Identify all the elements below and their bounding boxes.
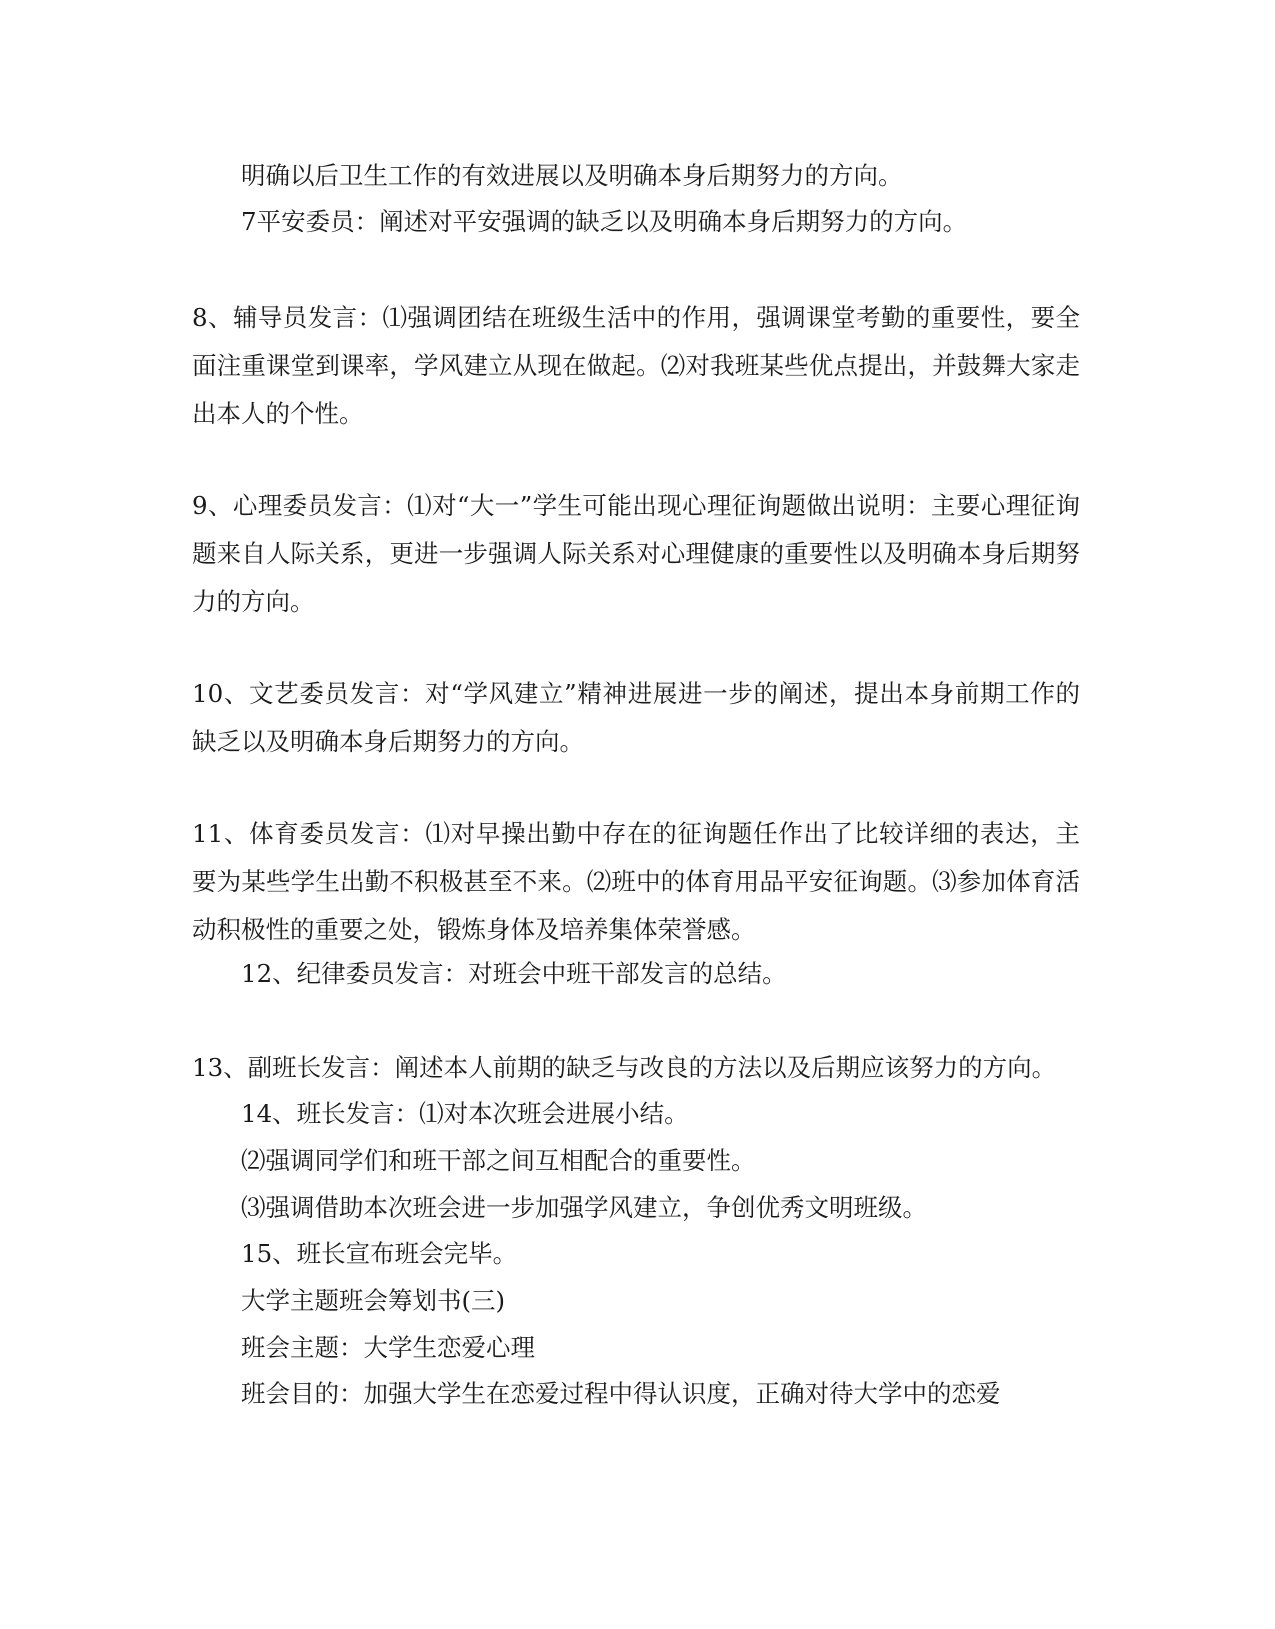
paragraph-monitor-point-2: ⑵强调同学们和班干部之间互相配合的重要性。 bbox=[241, 1146, 756, 1175]
paragraph-hygiene-continuation: 明确以后卫生工作的有效进展以及明确本身后期努力的方向。 bbox=[241, 161, 903, 190]
paragraph-meeting-theme: 班会主题：大学生恋爱心理 bbox=[241, 1333, 535, 1362]
paragraph-monitor-speech: 14、班长发言：⑴对本次班会进展小结。 bbox=[241, 1099, 689, 1128]
paragraph-sports-officer: 11、体育委员发言：⑴对早操出勤中存在的征询题任作出了比较详细的表达，主要为某些学生出勤不积极甚至不来。⑵班中的体育用品平安征询题。⑶参加体育活动积极性的重要之处，锻炼身体及培养集体荣誉感。 bbox=[192, 819, 1080, 944]
paragraph-arts-officer: 10、文艺委员发言：对“学风建立”精神进展进一步的阐述，提出本身前期工作的缺乏以及明确本身后期努力的方向。 bbox=[192, 679, 1080, 756]
paragraph-vice-monitor: 13、副班长发言：阐述本人前期的缺乏与改良的方法以及后期应该努力的方向。 bbox=[192, 1053, 1057, 1082]
paragraph-meeting-purpose: 班会目的：加强大学生在恋爱过程中得认识度，正确对待大学中的恋爱 bbox=[241, 1379, 1001, 1408]
section-title-plan-three: 大学主题班会筹划书(三) bbox=[241, 1286, 506, 1315]
paragraph-psychology-officer: 9、心理委员发言：⑴对“大一”学生可能出现心理征询题做出说明：主要心理征询题来自人际关系，更进一步强调人际关系对心理健康的重要性以及明确本身后期努力的方向。 bbox=[192, 491, 1080, 616]
paragraph-safety-officer: 7平安委员：阐述对平安强调的缺乏以及明确本身后期努力的方向。 bbox=[241, 207, 968, 236]
paragraph-discipline-officer: 12、纪律委员发言：对班会中班干部发言的总结。 bbox=[241, 959, 787, 988]
paragraph-counselor-speech: 8、辅导员发言：⑴强调团结在班级生活中的作用，强调课堂考勤的重要性，要全面注重课堂到课率，学风建立从现在做起。⑵对我班某些优点提出，并鼓舞大家走出本人的个性。 bbox=[192, 303, 1080, 428]
paragraph-meeting-end: 15、班长宣布班会完毕。 bbox=[241, 1239, 518, 1268]
paragraph-monitor-point-3: ⑶强调借助本次班会进一步加强学风建立，争创优秀文明班级。 bbox=[241, 1193, 927, 1222]
